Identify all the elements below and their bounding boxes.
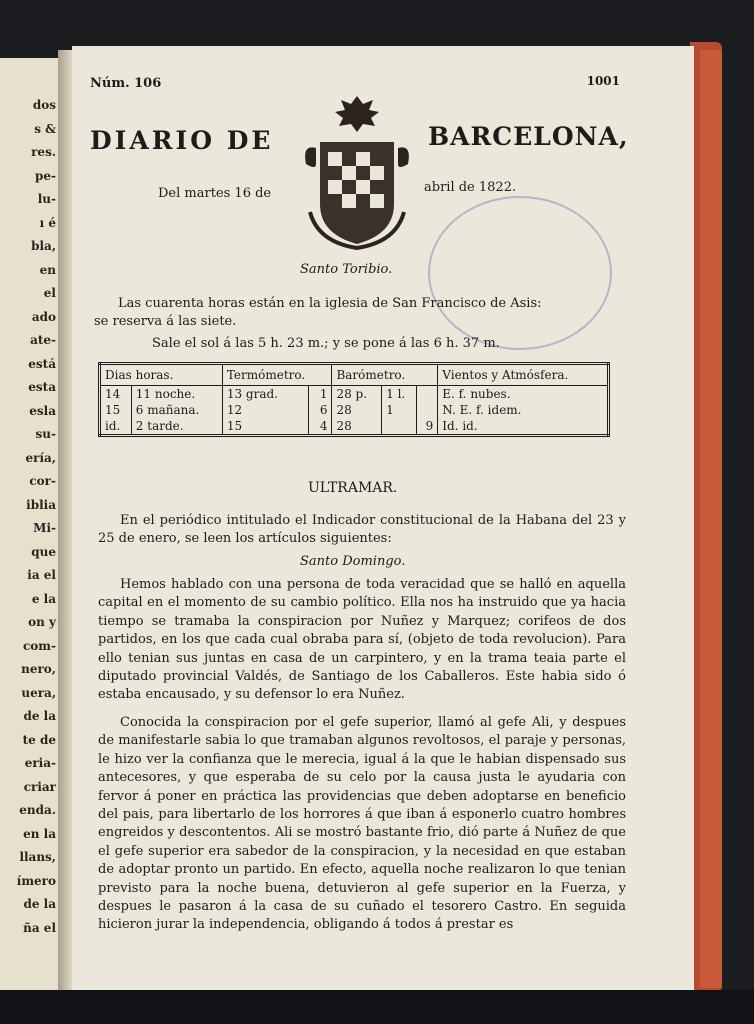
cell: 15 <box>222 418 308 436</box>
subheading: Santo Domingo. <box>300 554 406 569</box>
masthead-title-left: DIARIO DE <box>90 126 274 155</box>
cell: Id. id. <box>442 419 478 433</box>
left-page-fragment: llans, <box>19 850 56 864</box>
saint-of-day: Santo Toribio. <box>300 262 393 277</box>
left-page-fragment: nero, <box>21 662 56 676</box>
left-page-fragment: de la <box>23 709 56 723</box>
left-page-fragment: en la <box>23 826 56 841</box>
left-page-fragment: cor- <box>29 474 56 488</box>
book-edge-inner <box>700 50 722 988</box>
date-right: abril de 1822. <box>424 180 517 195</box>
left-page-fragment: ado <box>31 309 56 324</box>
issue-number: Núm. 106 <box>90 76 162 91</box>
cell: 13 grad. <box>222 386 308 403</box>
cell: 9 <box>417 418 438 436</box>
left-page-fragment: de la <box>23 897 56 911</box>
cell: 1 <box>382 402 417 418</box>
left-page-fragment: uera, <box>21 685 56 700</box>
cell: 28 <box>332 402 382 418</box>
left-page-fragment: te de <box>22 732 56 747</box>
newspaper-page <box>72 46 694 990</box>
left-page-fragment: dos <box>32 98 56 112</box>
weather-table <box>98 362 610 437</box>
cell: id. <box>100 418 132 436</box>
cell <box>417 402 438 418</box>
left-page-fragment: ería, <box>25 450 56 465</box>
masthead-title-right: BARCELONA, <box>428 122 629 151</box>
left-page-fragment: res. <box>31 145 56 159</box>
col-header-winds: Vientos y Atmósfera. <box>438 364 609 386</box>
cell: N. E. f. idem. <box>442 403 522 417</box>
cell: 14 <box>100 386 132 403</box>
cell: 12 <box>222 402 308 418</box>
notice-line-1: Las cuarenta horas están en la iglesia de San Francisco de Asis: <box>118 296 542 311</box>
notice-line-2: se reserva á las siete. <box>94 314 237 329</box>
left-page-fragment: ímero <box>16 873 56 888</box>
left-page-fragment: esla <box>29 403 56 418</box>
cell: 6 mañana. <box>131 402 222 418</box>
left-page-fragment: pe- <box>34 168 56 183</box>
cell: 1 <box>308 386 332 403</box>
cell: 15 <box>100 402 132 418</box>
article-paragraph-2: Conocida la conspiracion por el gefe superior, llamó al gefe Ali, y despues de manifestarle sabia lo que tramaban algunos revoltosos, el paraje y personas, le hizo ver la confianza que le merecia, igual á la que le habian dispensado sus antecesores, y que esperaba de su celo por la causa justa le ayudaria con fervor á poner en práctica las providencias que deben adoptarse en beneficio del pais, para libertarlo de los horrores á que iban á esponerlo cuatro hombres engreidos y descontentos. Ali se mostró bastante frio, dió parte á Nuñez de que el gefe superior era sabedor de la conspiracion, y la necesidad en que estaban de adoptar pronto un partido. En efecto, aquella noche realizaron lo que tenian previsto para la noche buena, detuvieron al gefe superior en la Fuerza, y despues le pasaron á la casa de su cuñado el tesorero Castro. En seguida hicieron jurar la independencia, obligando á todos á prestar es <box>98 715 626 933</box>
left-page-fragment: bla, <box>31 239 56 253</box>
left-page-fragment: iblia <box>26 497 56 512</box>
table-row <box>100 402 609 418</box>
cell: 6 <box>308 402 332 418</box>
page-number: 1001 <box>586 74 620 88</box>
col-header-thermometer: Termómetro. <box>222 364 332 386</box>
left-page-fragment: el <box>43 286 56 300</box>
left-page-fragment: Mi- <box>33 521 56 535</box>
article-paragraph-1: Hemos hablado con una persona de toda veracidad que se halló en aquella capital en el momento de su cambio político. Ella nos ha instruido que ya hacia tiempo se tramaba la conspiracion por Nuñez y Marquez; corifeos de dos partidos, en los que cada cual obraba para sí, (objeto de toda revolucion). Para ello tenian sus juntas en casa de un carpintero, y en la trama teaia parte el diputado provincial Valdés, de Santiago de los Caballeros. Este habia sido ó estaba encausado, y su defensor lo era Nuñez. <box>98 577 626 703</box>
col-header-barometer: Barómetro. <box>332 364 438 386</box>
cell: 28 p. <box>332 386 382 403</box>
cell: 28 <box>332 418 382 436</box>
cell: E. f. nubes. <box>442 387 511 401</box>
sunrise-sunset: Sale el sol á las 5 h. 23 m.; y se pone á las 6 h. 37 m. <box>152 336 500 351</box>
cell: 2 tarde. <box>131 418 222 436</box>
intro-paragraph: En el periódico intitulado el Indicador constitucional de la Habana del 23 y 25 de enero, se leen los artículos siguientes: <box>98 513 626 547</box>
left-page-fragment: en <box>39 262 56 277</box>
cell: 11 noche. <box>131 386 222 403</box>
cell <box>417 386 438 403</box>
left-page-fragment: está <box>28 356 56 371</box>
left-page-fragment: ate- <box>30 333 56 347</box>
table-row <box>100 386 609 403</box>
left-page-fragment: ia el <box>27 568 56 582</box>
date-left: Del martes 16 de <box>158 186 272 201</box>
left-page-fragment: com- <box>23 638 56 653</box>
left-page-fragment: ı é <box>39 215 56 230</box>
cell <box>382 418 417 436</box>
col-header-days: Dias horas. <box>100 364 223 386</box>
library-stamp <box>428 196 612 350</box>
left-page-fragment: eria- <box>24 756 56 770</box>
left-page-fragment: su- <box>35 427 56 441</box>
cell: 1 l. <box>382 386 417 403</box>
cell: 4 <box>308 418 332 436</box>
left-page-fragment: que <box>31 544 56 559</box>
coat-of-arms-icon <box>298 92 416 252</box>
left-page <box>0 58 63 998</box>
left-page-fragment: e la <box>31 591 56 606</box>
left-page-fragment: lu- <box>37 192 56 206</box>
left-page-fragment: s & <box>34 121 56 136</box>
section-heading: ULTRAMAR. <box>308 480 398 496</box>
table-row <box>100 418 609 436</box>
left-page-fragment: ña el <box>23 920 56 935</box>
background <box>0 990 754 1024</box>
left-page-fragment: criar <box>23 779 56 794</box>
left-page-fragment: enda. <box>19 803 56 817</box>
left-page-fragment: esta <box>28 380 56 394</box>
left-page-fragment: on y <box>28 615 56 629</box>
